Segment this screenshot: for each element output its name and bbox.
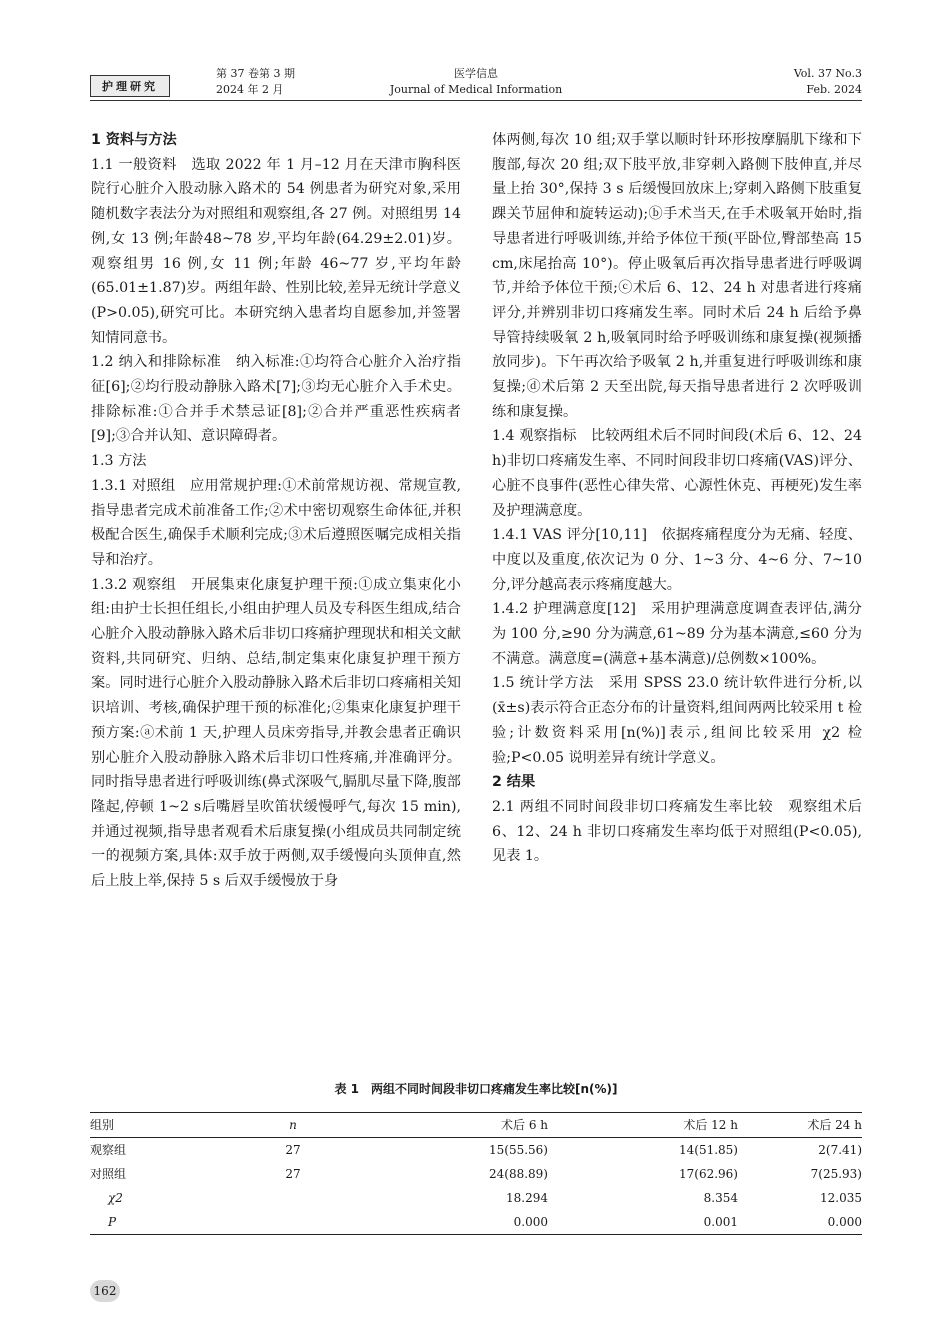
table-row: 对照组 27 24(88.89) 17(62.96) 7(25.93) bbox=[90, 1167, 862, 1181]
paragraph: 体两侧,每次 10 组;双手掌以顺时针环形按摩膈肌下缘和下腹部,每次 20 组;双下肢平放,非穿刺入路侧下肢伸直,并尽量上抬 30°,保持 3 s 后缓慢回放床上;穿刺入路侧下肢重复踝关节屈伸和旋转运动);ⓑ手术当天,在手术吸氧开始时,指导患者进行呼吸训练,并给予体位干预(平卧位,臀部垫高 15 cm,床尾抬高 10°)。停止吸氧后再次指导患者进行呼吸调节,并给予体位干预;ⓒ术后 6、12、24 h 对患者进行疼痛评分,并辨别非切口疼痛发生率。同时术后 24 h 后给予鼻导管持续吸氧 2 h,吸氧同时给予呼吸训练和康复操(视频播放同步)。下午再次给予吸氧 2 h,并重复进行呼吸训练和康复操;ⓓ术后第 2 天至出院,每天指导患者进行 2 次呼吸训练和康复操。 bbox=[492, 132, 862, 420]
table-row: P 0.000 0.001 0.000 bbox=[90, 1210, 862, 1235]
paragraph: 1.4 观察指标 比较两组术后不同时间段(术后 6、12、24 h)非切口疼痛发生率、不同时间段非切口疼痛(VAS)评分、心脏不良事件(恶性心律失常、心源性休克、再梗死)发生率及护理满意度。 bbox=[492, 428, 862, 519]
col-group: 组别 bbox=[90, 1113, 228, 1138]
paragraph: 1.3.2 观察组 开展集束化康复护理干预:①成立集束化小组:由护士长担任组长,小组由护理人员及专科医生组成,结合心脏介入股动静脉入路术后非切口疼痛护理现状和相关文献资料,共同研究、归纳、总结,制定集束化康复护理干预方案。同时进行心脏介入股动静脉入路术后非切口疼痛相关知识培训、考核,确保护理干预的标准化;②集束化康复护理干预方案:ⓐ术前 1 天,护理人员床旁指导,并教会患者正确识别心脏介入股动静脉入路术后非切口性疼痛,并准确评分。同时指导患者进行呼吸训练(鼻式深吸气,膈肌尽量下降,腹部隆起,停顿 1~2 s后嘴唇呈吹笛状缓慢呼气,每次 15 min),并通过视频,指导患者观看术后康复操(小组成员共同制定统一的视频方案,具体:双手放于两侧,双手缓慢向头顶伸直,然后上肢上举,保持 5 s 后双手缓慢放于身 bbox=[91, 576, 461, 890]
table-header-row bbox=[90, 1113, 862, 1138]
paragraph: 1.4.1 VAS 评分[10,11] 依据疼痛程度分为无痛、轻度、中度以及重度,依次记为 0 分、1~3 分、4~6 分、7~10 分,评分越高表示疼痛度越大。 bbox=[492, 527, 862, 593]
header-rule bbox=[90, 100, 862, 101]
col-24h: 术后 24 h bbox=[738, 1113, 862, 1138]
paragraph: 2.1 两组不同时间段非切口疼痛发生率比较 观察组术后 6、12、24 h 非切口疼痛发生率均低于对照组(P<0.05),见表 1。 bbox=[492, 798, 862, 865]
page-header bbox=[90, 64, 862, 100]
paragraph: 1.3.1 对照组 应用常规护理:①术前常规访视、常规宣教,指导患者完成术前准备工作;②术中密切观察生命体征,并积极配合医生,确保手术顺利完成;③术后遵照医嘱完成相关指导和治疗。 bbox=[91, 477, 461, 568]
col-12h: 术后 12 h bbox=[548, 1113, 738, 1138]
paragraph: 1.3 方法 bbox=[91, 453, 147, 470]
paragraph: 1.1 一般资料 选取 2022 年 1 月–12 月在天津市胸科医院行心脏介入股动脉入路术的 54 例患者为研究对象,采用随机数字表法分为对照组和观察组,各 27 例。对照组男 14 例,女 13 例;年龄48~78 岁,平均年龄(64.29±2.01)岁。观察组男 16 例,女 11 例;年龄 46~77 岁,平均年龄(65.01±1.87)岁。两组年龄、性别比较,差异无统计学意义(P>0.05),研究可比。本研究纳入患者均自愿参加,并签署知情同意书。 bbox=[91, 156, 461, 346]
table-caption: 表 1 两组不同时间段非切口疼痛发生率比较[n(%)] bbox=[334, 1082, 618, 1096]
left-column bbox=[91, 128, 461, 894]
page-number: 162 bbox=[90, 1280, 120, 1302]
journal-title: 医学信息 Journal of Medical Information bbox=[389, 67, 563, 96]
section-badge: 护理研究 bbox=[90, 75, 170, 97]
paragraph: 1.4.2 护理满意度[12] 采用护理满意度调查表评估,满分为 100 分,≥90 分为满意,61~89 分为基本满意,≤60 分为不满意。满意度=(满意+基本满意)/总例数×100%。 bbox=[492, 601, 862, 667]
section-heading: 1 资料与方法 bbox=[91, 132, 177, 148]
col-n: n bbox=[228, 1113, 358, 1138]
results-table bbox=[90, 1112, 862, 1235]
col-6h: 术后 6 h bbox=[358, 1113, 548, 1138]
issue-info: 第 37 卷第 3 期 2024 年 2 月 bbox=[216, 67, 295, 96]
right-column bbox=[492, 128, 862, 869]
paragraph: 1.2 纳入和排除标准 纳入标准:①均符合心脏介入治疗指征[6];②均行股动静脉入路术[7];③均无心脏介入手术史。排除标准:①合并手术禁忌证[8];②合并严重恶性疾病者[9];③合并认知、意识障碍者。 bbox=[91, 354, 461, 445]
table-row: 观察组 27 15(55.56) 14(51.85) 2(7.41) bbox=[90, 1143, 862, 1157]
table-row: χ2 18.294 8.354 12.035 bbox=[108, 1191, 862, 1205]
section-heading: 2 结果 bbox=[492, 774, 536, 791]
paragraph: 1.5 统计学方法 采用 SPSS 23.0 统计软件进行分析,以(x̄±s)表示符合正态分布的计量资料,组间两两比较采用 t 检验;计数资料采用[n(%)]表示,组间比较采用 χ2 检验;P<0.05 说明差异有统计学意义。 bbox=[492, 675, 862, 766]
volume-info: Vol. 37 No.3 Feb. 2024 bbox=[793, 67, 862, 96]
